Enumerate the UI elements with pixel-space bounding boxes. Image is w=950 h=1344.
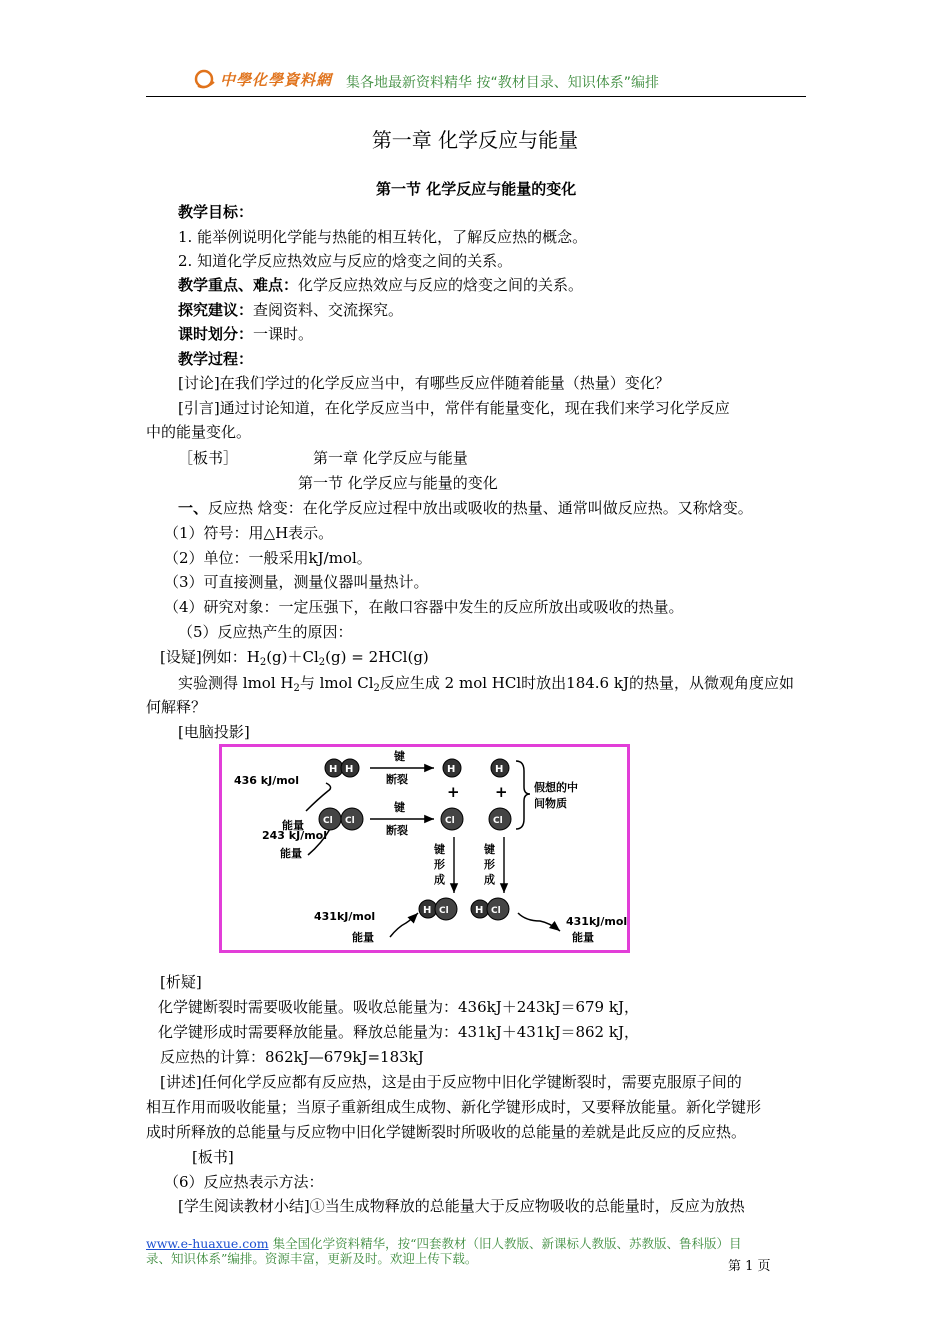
brace [516, 761, 530, 829]
energy-label-4: 能量 [572, 931, 594, 944]
svg-text:H: H [345, 764, 354, 775]
section-title: 第一节 化学反应与能量的变化 [376, 180, 577, 198]
svg-text:Cl: Cl [493, 816, 503, 826]
item-6: （6）反应热表示方法： [164, 1173, 324, 1191]
goals-label: 教学目标： [178, 203, 254, 221]
board-chapter: 第一章 化学反应与能量 [313, 449, 468, 467]
item-3: （3）可直接测量，测量仪器叫量热计。 [164, 573, 429, 591]
lecture-line-3: 成时所释放的总能量与反应物中旧化学键断裂时所吸收的总能量的差就是此反应的反应热。 [146, 1123, 747, 1141]
item-4: （4）研究对象：一定压强下，在敞口容器中发生的反应所放出或吸收的热量。 [164, 598, 684, 616]
svg-text:H: H [447, 764, 456, 775]
wavy-arrow-3 [390, 913, 418, 937]
energy-clcl-label: 243 kJ/mol [262, 829, 328, 842]
item-1: （1）符号：用△H表示。 [164, 524, 334, 542]
intro-line-2: 中的能量变化。 [146, 423, 252, 441]
key-label: 教学重点、难点： [178, 276, 299, 294]
svg-text:Cl: Cl [439, 906, 449, 916]
atom-h-2 [491, 759, 509, 777]
hours-label: 课时划分： [178, 325, 254, 343]
form-label-2a: 键 [484, 843, 495, 856]
energy-label-3: 能量 [352, 931, 374, 944]
bond-energy-diagram [219, 744, 630, 953]
molecule-clcl [319, 808, 363, 830]
item-5: （5）反应热产生的原因： [178, 623, 353, 641]
reaction-heat-definition [178, 498, 753, 518]
analysis-line-1: 化学键断裂时需要吸收能量。吸收总能量为：436kJ＋243kJ＝679 kJ， [158, 998, 639, 1016]
svg-text:Cl: Cl [323, 816, 333, 826]
question-prefix: [设疑]例如： [160, 648, 247, 666]
goal-1: 1. 能举例说明化学能与热能的相互转化，了解反应热的概念。 [178, 228, 588, 246]
equation: $H_2(g)+Cl_2(g) = 2HCl(g)$ [246, 648, 429, 668]
atom-h-1 [443, 759, 461, 777]
energy-hcl-right: 431kJ/mol [566, 915, 627, 928]
logo-icon [194, 68, 216, 90]
svg-text:Cl: Cl [345, 816, 355, 826]
board-label: ［板书］ [178, 449, 239, 467]
analysis-label: [析疑] [160, 973, 202, 991]
svg-text:H: H [475, 905, 484, 916]
svg-text:H: H [423, 905, 432, 916]
svg-text:Cl: Cl [445, 816, 455, 826]
explore-text: 查阅资料、交流探究。 [253, 301, 404, 319]
chapter-title: 第一章 化学反应与能量 [371, 128, 579, 152]
note-line-1: 假想的中 [534, 781, 578, 794]
site-logo [194, 68, 332, 90]
section-number: 一、 [178, 499, 209, 517]
form-label-1a: 键 [434, 843, 445, 856]
form-label-1b: 形 [434, 858, 445, 871]
form-label-1c: 成 [434, 873, 445, 886]
lecture-line-2: 相互作用而吸收能量；当原子重新组成生成物、新化学键形成时，又要释放能量。新化学键形 [146, 1098, 762, 1116]
bond-label-1: 键 [394, 750, 405, 763]
hours-text: 一课时。 [253, 325, 314, 343]
summary-line: [学生阅读教材小结]①当生成物释放的总能量大于反应物吸收的总能量时，反应为放热 [178, 1197, 745, 1215]
footer-link[interactable]: www.e-huaxue.com [146, 1236, 269, 1251]
intro-line-1: [引言]通过讨论知道，在化学反应当中，常伴有能量变化，现在我们来学习化学反应 [178, 399, 730, 417]
energy-label-1: 能量 [282, 819, 304, 832]
bond-label-2: 键 [394, 801, 405, 814]
atom-cl-2 [489, 808, 511, 830]
item-2: （2）单位：一般采用kJ/mol。 [164, 549, 372, 567]
logo-text: 中學化學資料網 [220, 70, 333, 89]
projection-label: [电脑投影] [178, 723, 250, 741]
analysis-line-2: 化学键形成时需要释放能量。释放总能量为：431kJ＋431kJ＝862 kJ， [158, 1023, 639, 1041]
board-label-2: [板书] [192, 1148, 234, 1166]
analysis-line-3: 反应热的计算：862kJ—679kJ=183kJ [160, 1048, 424, 1066]
plus-1: + [447, 783, 460, 801]
key-text: 化学反应热效应与反应的焓变之间的关系。 [298, 276, 584, 294]
form-label-2b: 形 [484, 858, 495, 871]
experiment-line-2: 何解释？ [146, 698, 207, 716]
header-tagline: 集各地最新资料精华 按“教材目录、知识体系”编排 [346, 75, 659, 91]
key-points [178, 275, 583, 295]
molecule-hcl-2 [471, 898, 509, 920]
hours [178, 324, 313, 344]
page-number: 第 1 页 [728, 1259, 771, 1274]
svg-text:H: H [495, 764, 504, 775]
page-footer [146, 1236, 796, 1266]
question-line [160, 647, 429, 667]
plus-2: + [495, 783, 508, 801]
page-header [146, 66, 806, 97]
break-label-2: 断裂 [386, 824, 408, 837]
wavy-arrow-1 [306, 783, 331, 811]
definition-text: 反应热 焓变：在化学反应过程中放出或吸收的热量、通常叫做反应热。又称焓变。 [208, 499, 753, 517]
molecule-hcl-1 [419, 898, 457, 920]
wavy-arrow-4 [518, 913, 560, 931]
energy-hh-label: 436 kJ/mol [234, 774, 300, 787]
process-label: 教学过程： [178, 350, 254, 368]
molecule-hh [325, 759, 359, 777]
break-label-1: 断裂 [386, 773, 408, 786]
note-line-2: 间物质 [534, 797, 567, 810]
explore [178, 300, 403, 320]
goal-2: 2. 知道化学反应热效应与反应的焓变之间的关系。 [178, 252, 513, 270]
discuss-text: [讨论]在我们学过的化学反应当中，有哪些反应伴随着能量（热量）变化？ [178, 374, 670, 392]
footer-text-2: 录、知识体系”编排。资源丰富，更新及时。欢迎上传下载。 [146, 1251, 478, 1266]
explore-label: 探究建议： [178, 301, 254, 319]
energy-hcl-left: 431kJ/mol [314, 910, 376, 923]
diagram-svg [222, 747, 627, 950]
svg-text:Cl: Cl [491, 906, 501, 916]
atom-cl-1 [441, 808, 463, 830]
form-label-2c: 成 [484, 873, 495, 886]
experiment-line-1: 实验测得 lmol $H_2$与 lmol $Cl_2$反应生成 2 mol HCl时放出184.6 kJ的热量，从微观角度应如 [178, 674, 794, 694]
energy-label-2: 能量 [280, 847, 302, 860]
footer-text-1: 集全国化学资料精华，按“四套教材（旧人教版、新课标人教版、苏教版、鲁科版）目 [268, 1236, 742, 1251]
board-section: 第一节 化学反应与能量的变化 [298, 474, 498, 492]
svg-text:H: H [329, 764, 338, 775]
lecture-line-1: [讲述]任何化学反应都有反应热，这是由于反应物中旧化学键断裂时，需要克服原子间的 [160, 1073, 742, 1091]
